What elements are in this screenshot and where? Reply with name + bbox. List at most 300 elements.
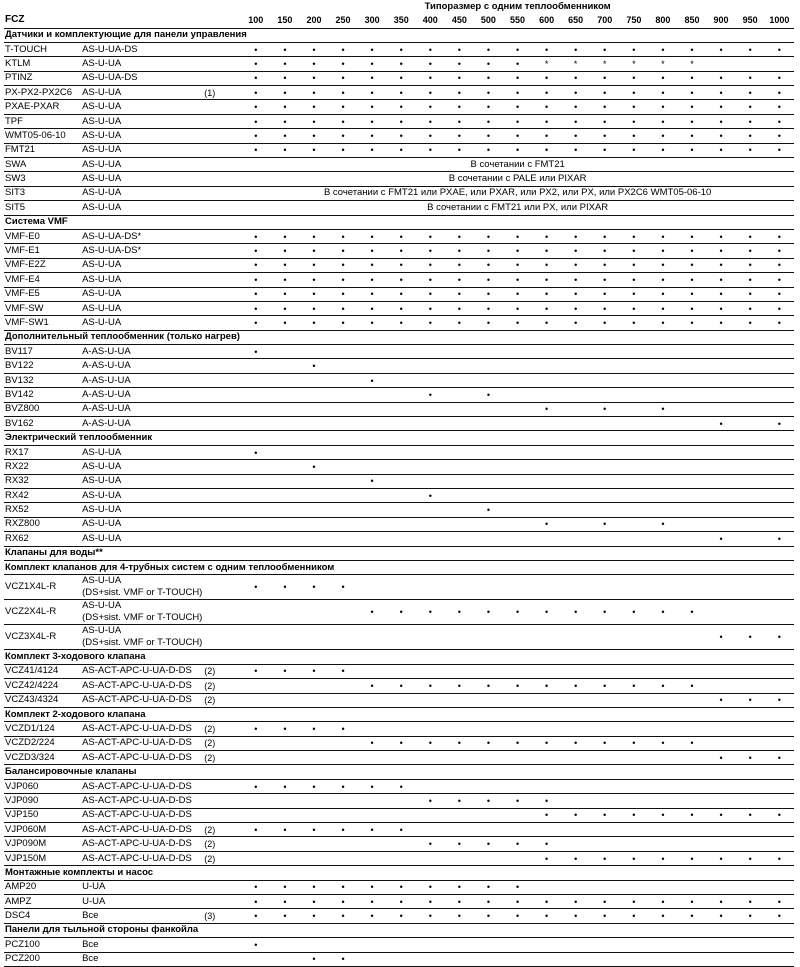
table-row [4,625,794,650]
compat-cell-650: • [561,42,590,56]
compat-cell-800: * [648,57,677,71]
compat-cell-750 [619,693,648,707]
compat-cell-350 [387,837,416,851]
compat-cell-600: • [532,143,561,157]
compat-cell-400: • [416,100,445,114]
compat-cell-1000: • [765,851,794,865]
compat-cell-700 [590,664,619,678]
compat-cell-150 [270,625,299,650]
compat-cell-200: • [299,258,328,272]
compat-cell-500 [474,952,503,966]
compat-cell-150: • [270,301,299,315]
footnote-ref [203,301,241,315]
compat-cell-900: • [707,532,736,546]
table-row [4,229,794,243]
compat-cell-600: • [532,301,561,315]
section-header-row [4,28,794,42]
compat-cell-350: • [387,894,416,908]
compat-cell-100: • [241,100,270,114]
model-versions: AS-U-UA [81,532,203,546]
header-size-750: 750 [619,13,648,28]
compat-cell-700: • [590,244,619,258]
compat-cell-600: • [532,851,561,865]
footnote-ref [203,71,241,85]
compat-cell-700: * [590,57,619,71]
footnote-ref [203,532,241,546]
compat-cell-150 [270,952,299,966]
compat-cell-650: • [561,894,590,908]
compat-cell-1000 [765,722,794,736]
compat-cell-150: • [270,880,299,894]
compat-cell-150 [270,751,299,765]
compat-cell-700: • [590,71,619,85]
compat-cell-200 [299,751,328,765]
compat-cell-950: • [736,258,765,272]
compat-cell-1000 [765,880,794,894]
compat-cell-150 [270,938,299,952]
compat-cell-1000: • [765,316,794,330]
compat-cell-400 [416,808,445,822]
compat-cell-550 [503,460,532,474]
compat-cell-450: • [445,86,474,100]
compat-cell-650 [561,445,590,459]
footnote-ref [203,42,241,56]
compat-cell-350 [387,517,416,531]
compat-cell-450: • [445,794,474,808]
compat-cell-800 [648,823,677,837]
compat-cell-400: • [416,316,445,330]
compat-cell-800: • [648,114,677,128]
compat-cell-200: • [299,722,328,736]
compat-cell-750: • [619,86,648,100]
compat-cell-1000 [765,517,794,531]
product-name: VCZ3X4L-R [4,625,81,650]
compat-cell-700 [590,373,619,387]
compat-cell-200: • [299,664,328,678]
compat-cell-500 [474,664,503,678]
model-versions: A-AS-U-UA [81,388,203,402]
compat-cell-300 [358,851,387,865]
compat-cell-400: • [416,71,445,85]
compat-cell-300: • [358,57,387,71]
compat-cell-400 [416,517,445,531]
compat-cell-150 [270,837,299,851]
product-name: VJP060 [4,779,81,793]
compat-cell-900: • [707,625,736,650]
compat-cell-850 [677,445,706,459]
compat-cell-800 [648,445,677,459]
compat-cell-350: • [387,258,416,272]
compat-cell-950: • [736,851,765,865]
compat-cell-200 [299,679,328,693]
model-versions: AS-U-UA-DS [81,42,203,56]
compat-cell-450: • [445,57,474,71]
compat-cell-550: • [503,301,532,315]
model-versions-line1: AS-U-UA [82,625,122,637]
compat-cell-200: • [299,100,328,114]
model-versions: A-AS-U-UA [81,402,203,416]
compat-cell-100: • [241,129,270,143]
compat-cell-400: • [416,909,445,923]
table-row [4,600,794,625]
compat-cell-350 [387,417,416,431]
compat-cell-200: • [299,952,328,966]
compat-cell-400: • [416,229,445,243]
compat-cell-550 [503,388,532,402]
compat-cell-550 [503,722,532,736]
compat-cell-350: • [387,229,416,243]
compat-cell-200 [299,402,328,416]
compat-cell-950: • [736,316,765,330]
compat-cell-250 [329,489,358,503]
compat-cell-550: • [503,244,532,258]
compat-cell-100 [241,693,270,707]
compat-cell-500: • [474,229,503,243]
compat-cell-950 [736,474,765,488]
compat-cell-850: • [677,287,706,301]
compat-cell-1000 [765,779,794,793]
compat-cell-100: • [241,779,270,793]
compat-cell-600 [532,388,561,402]
compat-cell-850 [677,460,706,474]
compat-cell-650 [561,751,590,765]
compat-cell-150: • [270,86,299,100]
model-versions [81,600,203,625]
compat-cell-300 [358,722,387,736]
product-name: TPF [4,114,81,128]
footnote-ref [203,388,241,402]
footnote-ref [203,894,241,908]
table-row [4,909,794,923]
compat-cell-550 [503,693,532,707]
compat-cell-750: • [619,100,648,114]
compat-cell-700: • [590,86,619,100]
footnote-ref: (2) [203,823,241,837]
compat-cell-850 [677,517,706,531]
compat-cell-950 [736,952,765,966]
product-name: PCZ100 [4,938,81,952]
compat-cell-600 [532,575,561,600]
compat-cell-350 [387,388,416,402]
compat-cell-850: • [677,129,706,143]
table-row [4,345,794,359]
compat-cell-700 [590,722,619,736]
compat-cell-150 [270,345,299,359]
compat-cell-500: • [474,258,503,272]
compat-cell-350 [387,664,416,678]
compat-cell-750: • [619,851,648,865]
compat-cell-1000: • [765,71,794,85]
compat-cell-950 [736,722,765,736]
compat-cell-750 [619,388,648,402]
compat-cell-500: • [474,301,503,315]
compat-cell-400: • [416,600,445,625]
compat-cell-200: • [299,880,328,894]
footnote-ref [203,575,241,600]
compat-cell-650: • [561,143,590,157]
compat-cell-850: • [677,258,706,272]
compat-cell-650: • [561,600,590,625]
product-name: PTINZ [4,71,81,85]
compat-cell-950 [736,938,765,952]
compat-cell-300: • [358,287,387,301]
compat-cell-250: • [329,722,358,736]
compat-cell-900: • [707,287,736,301]
compat-cell-700 [590,952,619,966]
compat-cell-950 [736,664,765,678]
compat-cell-350: • [387,143,416,157]
compat-cell-950 [736,345,765,359]
compat-cell-850 [677,952,706,966]
table-row [4,779,794,793]
compat-cell-600: • [532,736,561,750]
footnote-ref: (3) [203,909,241,923]
compat-cell-900 [707,952,736,966]
compat-cell-500 [474,851,503,865]
product-name: AMP20 [4,880,81,894]
compat-cell-450: • [445,273,474,287]
compat-cell-450 [445,851,474,865]
compat-cell-350 [387,851,416,865]
compat-cell-400 [416,503,445,517]
table-row [4,693,794,707]
compat-cell-650 [561,402,590,416]
header-size-200: 200 [299,13,328,28]
model-versions: AS-U-UA [81,316,203,330]
compat-cell-250 [329,808,358,822]
compat-cell-650 [561,503,590,517]
section-header-row [4,215,794,229]
product-name: FMT21 [4,143,81,157]
footnote-ref [203,287,241,301]
compat-cell-900 [707,823,736,837]
compat-cell-650 [561,388,590,402]
compat-cell-750 [619,517,648,531]
compat-cell-800 [648,460,677,474]
compat-cell-150: • [270,244,299,258]
compat-cell-100: • [241,71,270,85]
model-versions: A-AS-U-UA [81,345,203,359]
compat-cell-900: • [707,229,736,243]
compat-cell-450: • [445,71,474,85]
product-name: WMT05-06-10 [4,129,81,143]
compat-cell-850: • [677,600,706,625]
compat-cell-850 [677,779,706,793]
compat-cell-700: • [590,808,619,822]
compat-cell-500: • [474,503,503,517]
header-size-650: 650 [561,13,590,28]
compat-cell-800: • [648,42,677,56]
compat-cell-500: • [474,42,503,56]
compat-cell-500 [474,359,503,373]
compat-cell-100: • [241,114,270,128]
compat-cell-200: • [299,460,328,474]
compat-cell-950 [736,532,765,546]
compat-cell-250 [329,460,358,474]
compat-cell-800: • [648,808,677,822]
compat-cell-900 [707,880,736,894]
compat-cell-100 [241,808,270,822]
compat-cell-650: • [561,736,590,750]
model-versions: AS-ACT-APC-U-UA-D-DS [81,851,203,865]
compat-cell-100: • [241,575,270,600]
compat-cell-600: • [532,229,561,243]
compat-cell-450 [445,517,474,531]
compat-cell-300 [358,345,387,359]
compat-cell-200 [299,345,328,359]
section-header-row [4,765,794,779]
compat-cell-750 [619,474,648,488]
compat-cell-750: • [619,244,648,258]
compat-cell-500 [474,417,503,431]
compat-cell-950 [736,575,765,600]
combination-note: В сочетании с FMT21 [241,158,794,172]
compat-cell-600: • [532,794,561,808]
compat-cell-650: • [561,909,590,923]
compat-cell-300: • [358,86,387,100]
compat-cell-850 [677,751,706,765]
compat-cell-250 [329,345,358,359]
compat-cell-500 [474,575,503,600]
compat-cell-800: • [648,143,677,157]
compat-cell-600: • [532,42,561,56]
model-versions: AS-ACT-APC-U-UA-D-DS [81,794,203,808]
compat-cell-250 [329,837,358,851]
table-row [4,532,794,546]
compat-cell-750: • [619,229,648,243]
compat-cell-450: • [445,114,474,128]
compat-cell-400 [416,722,445,736]
compat-cell-650: • [561,244,590,258]
compat-cell-1000: • [765,42,794,56]
compat-cell-700 [590,693,619,707]
compat-cell-400 [416,373,445,387]
compat-cell-500: • [474,600,503,625]
compat-cell-950 [736,679,765,693]
product-name: SIT3 [4,186,81,200]
compat-cell-550 [503,664,532,678]
model-versions: AS-U-UA [81,301,203,315]
header-size-450: 450 [445,13,474,28]
product-name: RX22 [4,460,81,474]
compat-cell-250 [329,851,358,865]
compat-cell-350: • [387,129,416,143]
compat-cell-250 [329,600,358,625]
compat-cell-850 [677,938,706,952]
compat-cell-450 [445,722,474,736]
compat-cell-100: • [241,258,270,272]
compat-cell-650 [561,417,590,431]
compat-cell-300 [358,489,387,503]
compat-cell-500 [474,625,503,650]
compat-cell-1000: • [765,114,794,128]
compat-cell-500: • [474,71,503,85]
compat-cell-500: • [474,679,503,693]
compat-cell-300 [358,575,387,600]
compat-cell-300: • [358,258,387,272]
compat-cell-550 [503,751,532,765]
compat-cell-150 [270,736,299,750]
compat-cell-700 [590,460,619,474]
compat-cell-700 [590,823,619,837]
compat-cell-800: • [648,301,677,315]
table-row [4,474,794,488]
compat-cell-400: • [416,273,445,287]
footnote-ref [203,201,241,215]
compat-cell-750 [619,359,648,373]
compat-cell-750: * [619,57,648,71]
compat-cell-350 [387,532,416,546]
compat-cell-400: • [416,42,445,56]
compat-cell-250: • [329,273,358,287]
compat-cell-800 [648,373,677,387]
compat-cell-950 [736,445,765,459]
compat-cell-700 [590,779,619,793]
compat-cell-800: • [648,129,677,143]
compat-cell-800 [648,880,677,894]
table-row [4,722,794,736]
compat-cell-1000 [765,57,794,71]
compat-cell-800: • [648,71,677,85]
model-versions: AS-U-UA [81,86,203,100]
compat-cell-900 [707,359,736,373]
compat-cell-950 [736,794,765,808]
compat-cell-450 [445,359,474,373]
compat-cell-800 [648,489,677,503]
compat-cell-450: • [445,880,474,894]
compat-cell-400 [416,359,445,373]
compat-cell-100: • [241,909,270,923]
compat-cell-200 [299,474,328,488]
compat-cell-100: • [241,229,270,243]
compat-cell-600: • [532,86,561,100]
compat-cell-950 [736,489,765,503]
compat-cell-950: • [736,42,765,56]
compat-cell-150 [270,679,299,693]
compat-cell-800 [648,625,677,650]
compat-cell-800 [648,417,677,431]
compat-cell-200: • [299,273,328,287]
compat-cell-800 [648,779,677,793]
compat-cell-1000: • [765,86,794,100]
compat-cell-300: • [358,779,387,793]
compat-cell-800: • [648,600,677,625]
compat-cell-100 [241,388,270,402]
compat-cell-750: • [619,42,648,56]
compat-cell-750 [619,625,648,650]
footnote-ref [203,489,241,503]
compat-cell-650 [561,532,590,546]
compat-cell-700: • [590,273,619,287]
footnote-ref: (2) [203,736,241,750]
compat-cell-1000 [765,345,794,359]
compat-cell-350 [387,794,416,808]
table-row [4,258,794,272]
compat-cell-700: • [590,114,619,128]
compat-cell-550: • [503,909,532,923]
model-versions: AS-U-UA [81,172,203,186]
compat-cell-900 [707,736,736,750]
model-versions: AS-U-UA [81,287,203,301]
compat-cell-550: • [503,71,532,85]
table-row [4,952,794,966]
compat-cell-650: • [561,100,590,114]
compat-cell-300 [358,359,387,373]
compat-cell-800: • [648,517,677,531]
compat-cell-1000: • [765,808,794,822]
footnote-ref: (2) [203,751,241,765]
compat-cell-400: • [416,489,445,503]
